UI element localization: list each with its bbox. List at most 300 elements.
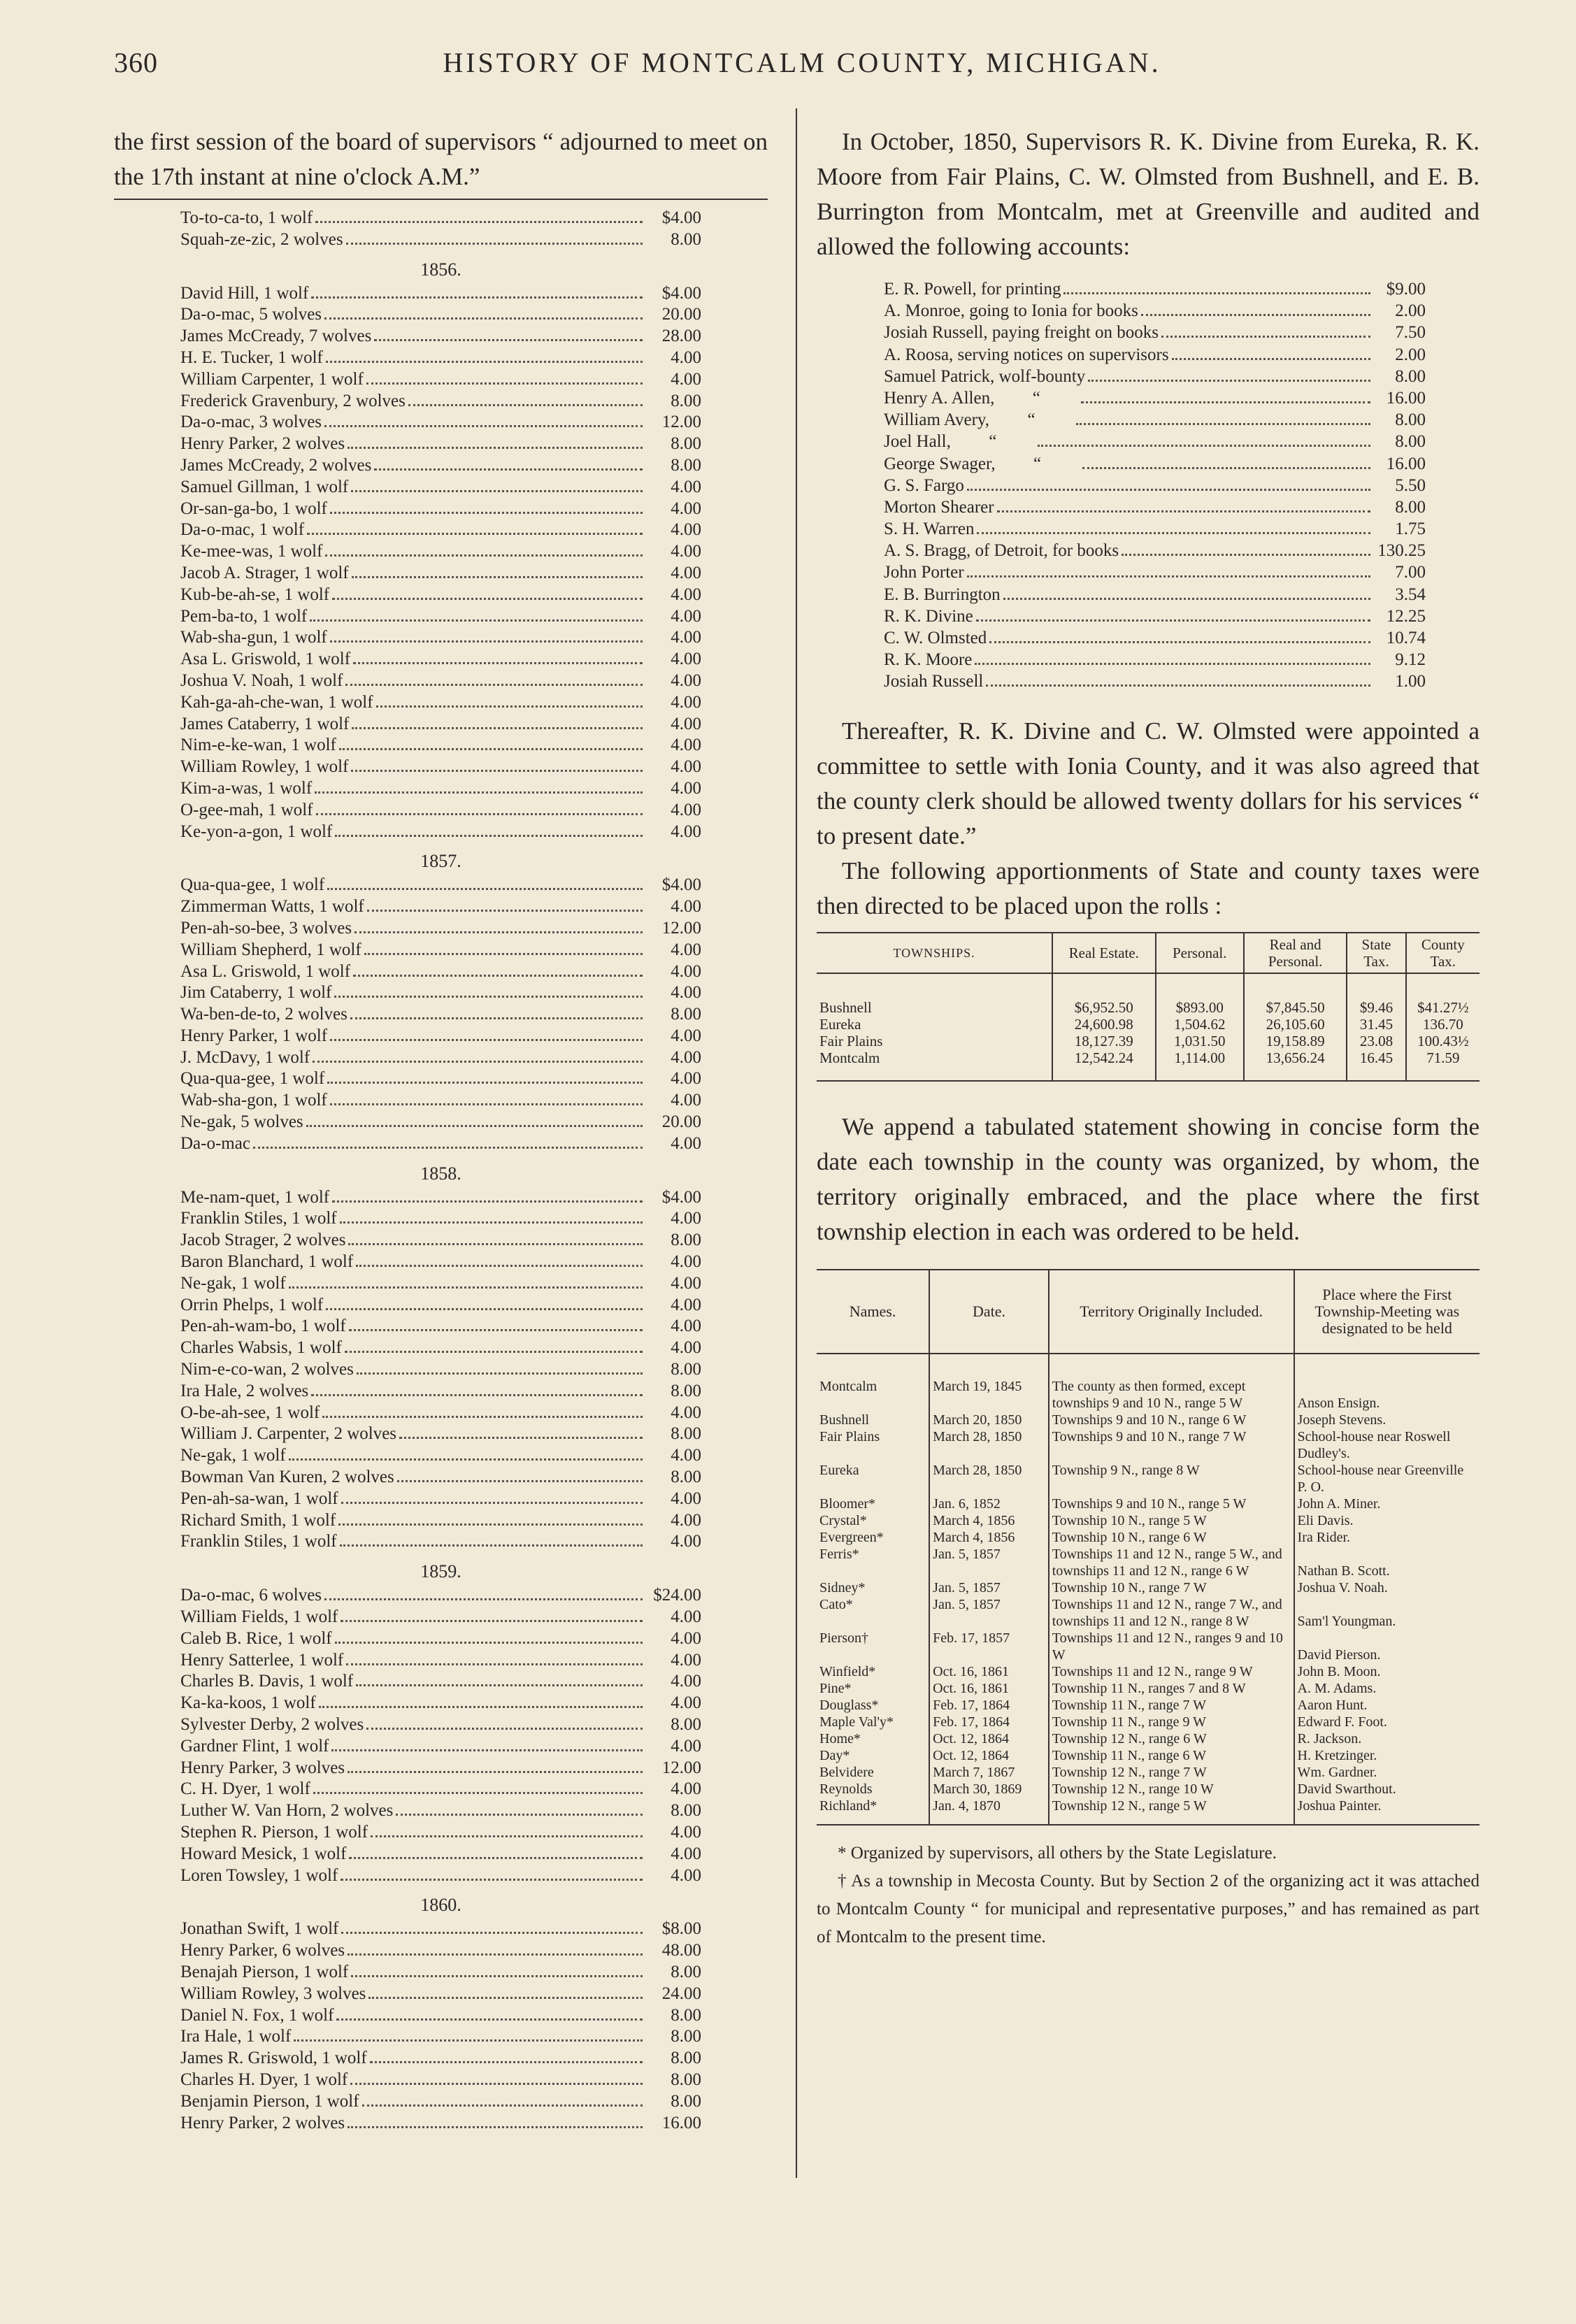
territory-included: Township 10 N., range 6 W xyxy=(1049,1529,1294,1546)
township-name: Ferris* xyxy=(819,1546,859,1562)
claimant-name: William J. Carpenter, 2 wolves xyxy=(180,1424,397,1444)
dot-leader xyxy=(316,813,643,815)
claimant-name: Henry Satterlee, 1 wolf xyxy=(180,1650,344,1670)
bounty-row xyxy=(180,305,701,327)
bounty-row xyxy=(180,1231,701,1252)
township-row xyxy=(817,1596,1480,1630)
bounty-amount: 4.00 xyxy=(671,1209,701,1228)
tax-value: $7,845.50 xyxy=(1244,973,1347,1016)
bounty-amount: 4.00 xyxy=(671,347,701,367)
accounts-paragraph: In October, 1850, Supervisors R. K. Divine from Eureka, R. K. Moore from Fair Plains, C. W. Olmsted from Bushnell, and E. B. Burrington from Montcalm, met at Greenville and audited and allowed the following accounts: xyxy=(817,128,1480,260)
township-column-header: Date. xyxy=(929,1270,1049,1354)
organized-date: Feb. 17, 1857 xyxy=(929,1630,1049,1663)
claimant-name: Baron Blanchard, 1 wolf xyxy=(180,1252,354,1272)
bounty-row xyxy=(180,370,701,392)
dot-leader xyxy=(1082,467,1370,469)
township-row xyxy=(817,1680,1480,1697)
claimant-name: William Rowley, 1 wolf xyxy=(180,757,349,777)
claimant-name: David Hill, 1 wolf xyxy=(180,283,309,303)
claimant-name: James McCready, 2 wolves xyxy=(180,455,372,475)
bounty-amount: 8.00 xyxy=(671,2049,701,2068)
bounty-row xyxy=(180,1338,701,1360)
dot-leader xyxy=(331,1749,643,1751)
bounty-amount: $8.00 xyxy=(661,1919,701,1939)
account-amount: 3.54 xyxy=(1395,584,1426,604)
dot-leader xyxy=(341,1879,643,1881)
dot-leader xyxy=(1003,598,1370,600)
first-meeting-place: Sam'l Youngman. xyxy=(1294,1596,1480,1630)
bounty-row xyxy=(180,693,701,715)
claimant-name: Sylvester Derby, 2 wolves xyxy=(180,1715,364,1734)
township-name: Sidney* xyxy=(819,1579,866,1595)
claimant-name: Da-o-mac, 5 wolves xyxy=(180,305,322,324)
dot-leader xyxy=(356,1265,643,1267)
tax-value: 12,542.24 xyxy=(1052,1049,1155,1081)
claimant-name: Kub-be-ah-se, 1 wolf xyxy=(180,584,330,604)
dot-leader xyxy=(324,317,643,320)
intro-paragraph: the first session of the board of supervisors “ adjourned to meet on the 17th instant at nine o'clock A.M.” xyxy=(114,128,768,190)
organized-date: Oct. 12, 1864 xyxy=(929,1730,1049,1747)
bounty-row xyxy=(180,1693,701,1715)
year-heading: 1856. xyxy=(420,259,461,280)
claimant-name: Squah-ze-zic, 2 wolves xyxy=(180,229,343,249)
organized-date: Feb. 17, 1864 xyxy=(929,1714,1049,1730)
tax-value: 26,105.60 xyxy=(1244,1016,1347,1033)
account-row xyxy=(884,498,1426,519)
claimant-name: H. E. Tucker, 1 wolf xyxy=(180,347,323,367)
territory-included: Townships 11 and 12 N., range 9 W xyxy=(1049,1663,1294,1680)
bounty-amount: 4.00 xyxy=(671,1736,701,1756)
bounty-row xyxy=(180,1715,701,1737)
tax-value: $41.27½ xyxy=(1406,973,1480,1016)
bounty-row xyxy=(180,2114,701,2135)
claimant-name: Qua-qua-gee, 1 wolf xyxy=(180,1069,325,1089)
dot-leader xyxy=(975,663,1370,665)
township-row xyxy=(817,1579,1480,1596)
tax-value: 16.45 xyxy=(1347,1049,1405,1081)
bounty-row xyxy=(180,628,701,650)
account-name: E. B. Burrington xyxy=(884,584,1001,604)
page-number: 360 xyxy=(114,47,158,78)
tax-column-header: TOWNSHIPS. xyxy=(817,933,1052,973)
territory-included: Township 11 N., ranges 7 and 8 W xyxy=(1049,1680,1294,1697)
first-meeting-place: School-house near Greenville P. O. xyxy=(1294,1462,1480,1495)
claimant-name: Asa L. Griswold, 1 wolf xyxy=(180,961,351,981)
bounty-row xyxy=(180,1360,701,1382)
organized-date: March 20, 1850 xyxy=(929,1412,1049,1428)
dot-leader xyxy=(352,727,643,729)
bounty-amount: 4.00 xyxy=(671,778,701,798)
footnote-pierson: † As a township in Mecosta County. But by Section 2 of the organizing act it was attached to Montcalm County “ for municipal and representative purposes,” and has remained as part of Montcalm to the present time. xyxy=(817,1871,1480,1946)
bounty-amount: 4.00 xyxy=(671,1069,701,1089)
organized-date: Jan. 5, 1857 xyxy=(929,1596,1049,1630)
column-divider xyxy=(796,108,797,2178)
dot-leader xyxy=(349,1329,643,1331)
claimant-name: Pem-ba-to, 1 wolf xyxy=(180,606,308,626)
claimant-name: C. H. Dyer, 1 wolf xyxy=(180,1779,310,1799)
bounty-amount: 20.00 xyxy=(661,1112,701,1132)
claimant-name: William Rowley, 3 wolves xyxy=(180,1984,366,2003)
bounty-row xyxy=(180,456,701,478)
dot-leader xyxy=(330,1039,643,1041)
dot-leader xyxy=(310,619,643,622)
township-name: Home* xyxy=(819,1730,861,1746)
claimant-name: William Fields, 1 wolf xyxy=(180,1607,338,1627)
territory-included: Townships 9 and 10 N., range 7 W xyxy=(1049,1428,1294,1462)
tax-apportionment-table xyxy=(817,932,1480,1082)
bounty-row xyxy=(180,1801,701,1823)
dot-leader xyxy=(408,404,643,406)
bounty-row xyxy=(180,284,701,306)
dot-leader xyxy=(289,1458,643,1461)
first-meeting-place: R. Jackson. xyxy=(1294,1730,1480,1747)
dot-leader xyxy=(976,619,1370,622)
bounty-row xyxy=(180,230,701,252)
township-row xyxy=(817,1781,1480,1798)
bounty-row xyxy=(180,208,701,230)
organized-date: March 28, 1850 xyxy=(929,1428,1049,1462)
claimant-name: O-gee-mah, 1 wolf xyxy=(180,800,313,819)
bounty-amount: 20.00 xyxy=(661,305,701,324)
dot-leader xyxy=(353,662,643,664)
bounty-row xyxy=(180,1252,701,1274)
dot-leader xyxy=(351,770,643,772)
township-name: Pierson† xyxy=(819,1630,868,1646)
dot-leader xyxy=(368,1997,643,1999)
township-column-header: Names. xyxy=(817,1270,929,1354)
dot-leader xyxy=(325,554,643,557)
dot-leader xyxy=(311,1394,643,1396)
dot-leader xyxy=(348,1771,643,1773)
bounty-row xyxy=(180,1672,701,1693)
bounty-amount: $4.00 xyxy=(661,1187,701,1207)
dot-leader xyxy=(1088,380,1370,382)
bounty-amount: 4.00 xyxy=(671,1403,701,1422)
dot-leader xyxy=(1172,358,1370,360)
bounty-row xyxy=(180,1209,701,1231)
ditto-mark: “ xyxy=(1032,388,1040,408)
township-name: Evergreen* xyxy=(819,1529,884,1545)
township-row xyxy=(817,1354,1480,1412)
account-amount: 8.00 xyxy=(1395,497,1426,517)
bounty-amount: 8.00 xyxy=(671,1801,701,1821)
claimant-name: William Carpenter, 1 wolf xyxy=(180,369,364,389)
dot-leader xyxy=(319,1706,643,1708)
tax-value: $6,952.50 xyxy=(1052,973,1155,1016)
township-row xyxy=(817,1764,1480,1781)
bounty-row xyxy=(180,1091,701,1112)
first-meeting-place: School-house near Roswell Dudley's. xyxy=(1294,1428,1480,1462)
bounty-amount: 4.00 xyxy=(671,692,701,712)
ditto-mark: “ xyxy=(1033,454,1042,473)
claimant-name: Franklin Stiles, 1 wolf xyxy=(180,1532,337,1551)
organized-date: Oct. 16, 1861 xyxy=(929,1663,1049,1680)
claimant-name: Benjamin Pierson, 1 wolf xyxy=(180,2091,359,2111)
dot-leader xyxy=(356,1684,643,1686)
claimant-name: Zimmerman Watts, 1 wolf xyxy=(180,897,364,917)
claimant-name: Luther W. Van Horn, 2 wolves xyxy=(180,1801,394,1821)
account-amount: $9.00 xyxy=(1386,280,1426,299)
first-meeting-place: David Pierson. xyxy=(1294,1630,1480,1663)
township-row xyxy=(817,1663,1480,1680)
claimant-name: Caleb B. Rice, 1 wolf xyxy=(180,1628,332,1648)
bounty-amount: 8.00 xyxy=(671,1005,701,1024)
bounty-amount: 4.00 xyxy=(671,1489,701,1508)
tax-value: $9.46 xyxy=(1347,973,1405,1016)
territory-included: Township 11 N., range 6 W xyxy=(1049,1747,1294,1764)
dot-leader xyxy=(353,975,643,977)
bounty-amount: 4.00 xyxy=(671,1532,701,1551)
bounty-amount: 8.00 xyxy=(671,2005,701,2025)
bounty-amount: 16.00 xyxy=(661,2113,701,2132)
tax-value: 23.08 xyxy=(1347,1033,1405,1049)
bounty-row xyxy=(180,650,701,671)
township-name: Crystal* xyxy=(819,1512,867,1528)
bounty-row xyxy=(180,1607,701,1629)
bounty-amount: 4.00 xyxy=(671,1273,701,1293)
tax-value: 13,656.24 xyxy=(1244,1049,1347,1081)
bounty-amount: 12.00 xyxy=(661,1758,701,1777)
footnote-organized: * Organized by supervisors, all others by the State Legislature. xyxy=(838,1843,1277,1863)
bounty-amount: 4.00 xyxy=(671,1338,701,1358)
account-name: A. Monroe, going to Ionia for books xyxy=(884,301,1138,321)
bounty-row xyxy=(180,1779,701,1801)
bounty-row xyxy=(180,1737,701,1758)
claimant-name: Da-o-mac, 3 wolves xyxy=(180,413,322,432)
township-column-header: Territory Originally Included. xyxy=(1049,1270,1294,1354)
bounty-row xyxy=(180,607,701,629)
dot-leader xyxy=(341,1620,643,1622)
organized-date: March 19, 1845 xyxy=(929,1354,1049,1412)
bounty-row xyxy=(180,1382,701,1403)
account-row xyxy=(884,629,1426,650)
dot-leader xyxy=(332,598,643,600)
claimant-name: Or-san-ga-bo, 1 wolf xyxy=(180,498,327,518)
township-name: Bushnell xyxy=(819,998,872,1016)
claimant-name: Henry Parker, 6 wolves xyxy=(180,1941,345,1960)
territory-included: Townships 11 and 12 N., range 5 W., and townships 11 and 12 N., range 6 W xyxy=(1049,1546,1294,1579)
bounty-amount: 48.00 xyxy=(661,1941,701,1960)
first-meeting-place: Anson Ensign. xyxy=(1294,1354,1480,1412)
bounty-amount: 8.00 xyxy=(671,2027,701,2046)
claimant-name: Wab-sha-gon, 1 wolf xyxy=(180,1091,327,1110)
dot-leader xyxy=(357,1372,643,1375)
dot-leader xyxy=(351,1975,643,1977)
dot-leader xyxy=(341,1502,643,1504)
tax-column-header: Real Estate. xyxy=(1052,933,1155,973)
dot-leader xyxy=(324,425,643,427)
bounty-amount: 8.00 xyxy=(671,2070,701,2089)
bounty-amount: 4.00 xyxy=(671,369,701,389)
dot-leader xyxy=(341,1932,643,1934)
dot-leader xyxy=(367,910,643,912)
dot-leader xyxy=(345,684,643,686)
bounty-row xyxy=(180,348,701,370)
tax-value: $893.00 xyxy=(1156,973,1244,1016)
claimant-name: Jacob A. Strager, 1 wolf xyxy=(180,563,349,582)
bounty-amount: 4.00 xyxy=(671,542,701,561)
claimant-name: Ne-gak, 1 wolf xyxy=(180,1446,286,1465)
organized-date: Jan. 5, 1857 xyxy=(929,1579,1049,1596)
account-row xyxy=(884,410,1426,432)
bounty-row xyxy=(180,1134,701,1156)
township-row xyxy=(817,1495,1480,1512)
tax-value: 1,504.62 xyxy=(1156,1016,1244,1033)
organized-date: Oct. 12, 1864 xyxy=(929,1747,1049,1764)
claimant-name: Henry Parker, 2 wolves xyxy=(180,2113,345,2132)
bounty-amount: 4.00 xyxy=(671,650,701,669)
bounty-amount: 4.00 xyxy=(671,606,701,626)
tax-column-header: County Tax. xyxy=(1406,933,1480,973)
bounty-amount: 8.00 xyxy=(671,1715,701,1734)
bounty-amount: 4.00 xyxy=(671,628,701,647)
bounty-row xyxy=(180,736,701,757)
bounty-amount: 4.00 xyxy=(671,498,701,518)
bounty-amount: $4.00 xyxy=(661,283,701,303)
dot-leader xyxy=(322,1416,643,1418)
tax-column-header: Personal. xyxy=(1156,933,1244,973)
bounty-row xyxy=(180,1403,701,1425)
account-row xyxy=(884,563,1426,584)
tax-column-header: Real and Personal. xyxy=(1244,933,1347,973)
bounty-row xyxy=(180,327,701,348)
account-amount: 16.00 xyxy=(1386,388,1426,408)
township-name: Bloomer* xyxy=(819,1495,875,1512)
claimant-name: Charles Wabsis, 1 wolf xyxy=(180,1338,342,1358)
claimant-name: James McCready, 7 wolves xyxy=(180,327,372,346)
claimant-name: To-to-ca-to, 1 wolf xyxy=(180,208,313,227)
account-name: R. K. Divine xyxy=(884,606,973,626)
first-meeting-place: Edward F. Foot. xyxy=(1294,1714,1480,1730)
territory-included: Townships 9 and 10 N., range 6 W xyxy=(1049,1412,1294,1428)
bounty-row xyxy=(180,1317,701,1338)
dot-leader xyxy=(350,2083,643,2085)
bounty-amount: 4.00 xyxy=(671,1628,701,1648)
account-name: A. Roosa, serving notices on supervisors xyxy=(884,345,1169,364)
tax-row xyxy=(817,973,1480,1016)
claimant-name: Da-o-mac, 1 wolf xyxy=(180,520,305,540)
bounty-amount: 4.00 xyxy=(671,1133,701,1153)
bounty-row xyxy=(180,499,701,521)
dot-leader xyxy=(1141,314,1370,316)
dot-leader xyxy=(315,221,643,223)
township-name: Maple Val'y* xyxy=(819,1714,894,1730)
account-name: Morton Shearer xyxy=(884,497,994,517)
tax-value: 1,031.50 xyxy=(1156,1033,1244,1049)
bounty-amount: $24.00 xyxy=(653,1586,701,1605)
tax-value: 18,127.39 xyxy=(1052,1033,1155,1049)
account-name: Josiah Russell, paying freight on books xyxy=(884,323,1159,343)
dot-leader xyxy=(330,640,643,643)
bounty-row xyxy=(180,1048,701,1070)
account-row xyxy=(884,476,1426,498)
bounty-row xyxy=(180,1532,701,1554)
bounty-amount: 4.00 xyxy=(671,1672,701,1691)
territory-included: Township 9 N., range 8 W xyxy=(1049,1462,1294,1495)
dot-leader xyxy=(346,1663,643,1665)
first-meeting-place: Eli Davis. xyxy=(1294,1512,1480,1529)
bounty-row xyxy=(180,1511,701,1533)
claimant-name: Da-o-mac, 6 wolves xyxy=(180,1586,322,1605)
bounty-row xyxy=(180,1823,701,1844)
account-amount: 8.00 xyxy=(1395,366,1426,386)
dot-leader xyxy=(340,1544,643,1547)
bounty-amount: 4.00 xyxy=(671,1047,701,1067)
bounty-amount: 4.00 xyxy=(671,961,701,981)
bounty-row xyxy=(180,1941,701,1963)
tax-value: 24,600.98 xyxy=(1052,1016,1155,1033)
first-meeting-place: Wm. Gardner. xyxy=(1294,1764,1480,1781)
bounty-amount: 4.00 xyxy=(671,736,701,755)
claimant-name: Ke-mee-was, 1 wolf xyxy=(180,542,323,561)
claimant-name: Da-o-mac xyxy=(180,1133,250,1153)
bounty-row xyxy=(180,1984,701,2006)
territory-included: Townships 9 and 10 N., range 5 W xyxy=(1049,1495,1294,1512)
account-amount: 7.50 xyxy=(1395,323,1426,343)
claimant-name: Qua-qua-gee, 1 wolf xyxy=(180,875,325,895)
account-name: R. K. Moore xyxy=(884,650,973,670)
bounty-amount: 8.00 xyxy=(671,1381,701,1400)
organized-date: March 28, 1850 xyxy=(929,1462,1049,1495)
bounty-row xyxy=(180,715,701,736)
dot-leader xyxy=(366,1728,643,1730)
ditto-mark: “ xyxy=(1027,410,1036,430)
tax-value: 136.70 xyxy=(1406,1016,1480,1033)
bounty-row xyxy=(180,779,701,801)
claimant-name: Kah-ga-ah-che-wan, 1 wolf xyxy=(180,692,373,712)
organized-date: March 7, 1867 xyxy=(929,1764,1049,1781)
territory-included: Township 11 N., range 9 W xyxy=(1049,1714,1294,1730)
claimant-name: Gardner Flint, 1 wolf xyxy=(180,1736,329,1756)
bounty-amount: 4.00 xyxy=(671,800,701,819)
bounty-row xyxy=(180,919,701,940)
dot-leader xyxy=(253,1147,643,1149)
year-heading: 1859. xyxy=(420,1561,461,1582)
account-amount: 8.00 xyxy=(1395,432,1426,452)
dot-leader xyxy=(306,1125,643,1127)
bounty-amount: 8.00 xyxy=(671,1468,701,1487)
bounty-row xyxy=(180,585,701,607)
accounts-list xyxy=(884,280,1426,694)
township-row xyxy=(817,1747,1480,1764)
account-amount: 8.00 xyxy=(1395,410,1426,430)
township-name: Day* xyxy=(819,1747,850,1763)
dot-leader xyxy=(346,243,643,245)
bounty-row xyxy=(180,1651,701,1672)
dot-leader xyxy=(338,1523,643,1526)
bounty-row xyxy=(180,822,701,844)
account-row xyxy=(884,323,1426,345)
bounty-row xyxy=(180,1112,701,1134)
claimant-name: Samuel Gillman, 1 wolf xyxy=(180,477,349,496)
claimant-name: Stephen R. Pierson, 1 wolf xyxy=(180,1822,368,1842)
account-name: G. S. Fargo xyxy=(884,475,964,495)
first-meeting-place: John B. Moon. xyxy=(1294,1663,1480,1680)
dot-leader xyxy=(354,931,643,933)
dot-leader xyxy=(332,1200,643,1203)
territory-included: Township 12 N., range 10 W xyxy=(1049,1781,1294,1798)
dot-leader xyxy=(324,1598,643,1600)
bounty-amount: 4.00 xyxy=(671,520,701,540)
township-row xyxy=(817,1630,1480,1663)
account-row xyxy=(884,367,1426,389)
bounty-amount: 8.00 xyxy=(671,1962,701,1981)
wolf-bounty-list xyxy=(180,208,701,2135)
first-meeting-place: David Swarthout. xyxy=(1294,1781,1480,1798)
account-amount: 12.25 xyxy=(1386,606,1426,626)
claimant-name: J. McDavy, 1 wolf xyxy=(180,1047,310,1067)
bounty-amount: $4.00 xyxy=(661,208,701,227)
